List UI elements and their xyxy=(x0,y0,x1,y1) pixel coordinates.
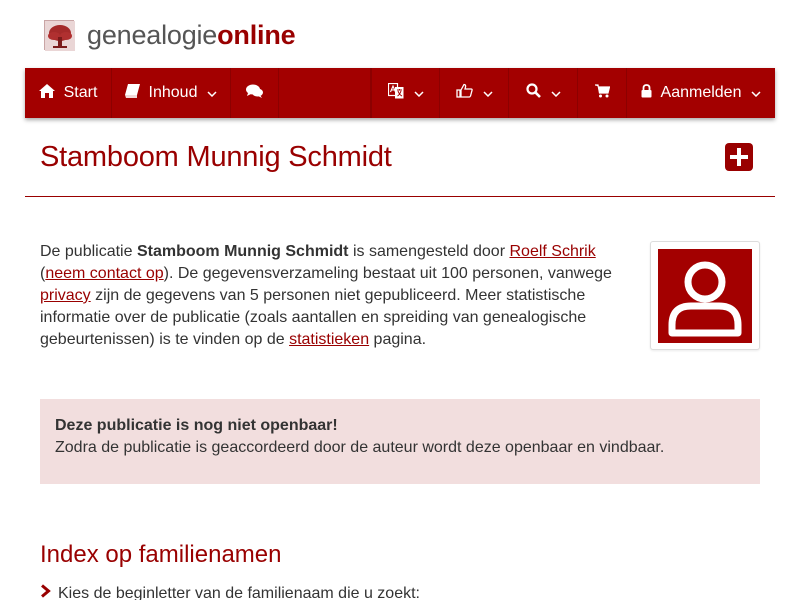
site-logo-text xyxy=(87,20,295,51)
family-tree-icon xyxy=(44,20,74,50)
intro-text: zijn de gegevens van 5 personen niet gepubliceerd. Meer statistische informatie over de publicatie (zoals aantallen en spreiding van genealogische gebeurtenissen) is te vinden op de xyxy=(40,287,587,348)
intro-text: De publicatie xyxy=(40,243,137,260)
page-title: Stamboom Munnig Schmidt xyxy=(40,141,392,173)
intro-text: is samengesteld door xyxy=(348,243,510,260)
translate-icon xyxy=(388,83,404,104)
search-icon xyxy=(526,83,541,103)
contact-link[interactable]: neem contact op xyxy=(45,265,164,282)
nav-forum[interactable] xyxy=(231,68,279,118)
publication-name: Stamboom Munnig Schmidt xyxy=(136,243,349,260)
title-divider xyxy=(25,196,775,197)
surname-index-instruction xyxy=(40,584,420,600)
book-icon xyxy=(125,84,140,103)
nav-login[interactable] xyxy=(627,68,775,118)
plus-square-icon[interactable] xyxy=(725,143,753,171)
nav-spacer xyxy=(279,68,371,118)
intro-text: pagina. xyxy=(369,331,427,348)
chevron-right-icon xyxy=(40,584,52,600)
privacy-link[interactable]: privacy xyxy=(40,287,91,304)
nav-share[interactable] xyxy=(440,68,509,118)
author-link[interactable]: Roelf Schrik xyxy=(509,243,596,260)
publication-intro xyxy=(40,241,630,351)
alert-body: Zodra de publicatie is geaccordeerd door de auteur wordt deze openbaar en vindbaar. xyxy=(55,439,665,456)
nav-inhoud-label: Inhoud xyxy=(148,84,198,101)
user-silhouette-icon xyxy=(658,249,752,343)
lock-icon xyxy=(641,84,652,103)
instruction-text: Kies de beginletter van de familienaam die u zoekt: xyxy=(58,584,420,600)
chevron-down-icon xyxy=(751,84,761,102)
nav-cart[interactable] xyxy=(578,68,627,118)
surname-index-title: Index op familienamen xyxy=(40,541,282,568)
comments-icon xyxy=(246,84,263,103)
chevron-down-icon xyxy=(414,84,424,102)
nav-login-label: Aanmelden xyxy=(660,84,742,101)
chevron-down-icon xyxy=(551,84,561,102)
logo-text-online: online xyxy=(217,19,296,50)
nav-language[interactable] xyxy=(371,68,440,118)
main-navbar xyxy=(25,68,775,118)
shopping-cart-icon xyxy=(595,84,610,103)
chevron-down-icon xyxy=(483,84,493,102)
thumbs-up-icon xyxy=(456,83,473,103)
logo-text-genealogie: genealogie xyxy=(87,19,218,50)
nav-start[interactable] xyxy=(25,68,112,118)
not-public-alert xyxy=(40,399,760,484)
nav-inhoud[interactable] xyxy=(112,68,231,118)
author-avatar xyxy=(650,241,760,350)
chevron-down-icon xyxy=(207,84,217,102)
site-logo[interactable] xyxy=(44,18,295,52)
nav-start-label: Start xyxy=(63,84,98,101)
statistics-link[interactable]: statistieken xyxy=(289,331,370,348)
intro-text: ( xyxy=(40,265,46,282)
home-icon xyxy=(39,84,55,103)
intro-text: ). De gegevensverzameling bestaat uit 100 personen, vanwege xyxy=(163,265,612,282)
alert-heading: Deze publicatie is nog niet openbaar! xyxy=(55,417,338,434)
nav-search[interactable] xyxy=(509,68,578,118)
